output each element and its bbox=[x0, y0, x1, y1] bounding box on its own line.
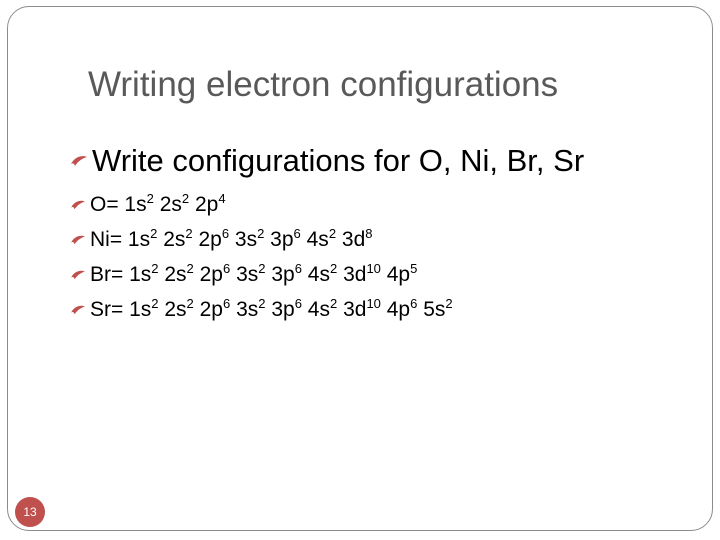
leaf-bullet-icon bbox=[70, 199, 86, 211]
page-number-badge: 13 bbox=[15, 497, 45, 527]
text-run: 3d bbox=[337, 263, 367, 286]
superscript: 10 bbox=[366, 261, 381, 276]
superscript: 2 bbox=[186, 261, 194, 276]
superscript: 2 bbox=[329, 296, 338, 311]
superscript: 6 bbox=[223, 261, 231, 276]
text-run: O= 1s bbox=[90, 193, 147, 216]
text-run: 4p bbox=[380, 298, 411, 321]
bullet-text bbox=[90, 263, 417, 286]
text-run: 2p bbox=[193, 263, 223, 286]
bullet-item bbox=[70, 296, 584, 321]
bullet-text bbox=[90, 228, 373, 251]
text-run: 2p bbox=[189, 193, 219, 216]
text-run: 3d bbox=[337, 298, 367, 321]
superscript: 10 bbox=[366, 296, 381, 311]
text-run: 2s bbox=[158, 263, 187, 286]
slide-title: Writing electron configurations bbox=[88, 65, 559, 104]
superscript: 2 bbox=[257, 226, 265, 241]
bullet-item bbox=[70, 191, 584, 216]
text-run: 4p bbox=[380, 263, 411, 286]
text-run: 2p bbox=[192, 228, 222, 251]
leaf-bullet-icon bbox=[70, 234, 86, 246]
text-run: Ni= 1s bbox=[90, 228, 151, 251]
superscript: 2 bbox=[151, 296, 159, 311]
leaf-bullet-icon bbox=[70, 269, 86, 281]
text-run: 3p bbox=[265, 263, 295, 286]
bullet-text bbox=[90, 193, 226, 216]
leaf-bullet-icon bbox=[70, 154, 88, 168]
text-run: 5s bbox=[417, 298, 446, 321]
leaf-bullet-icon bbox=[70, 304, 86, 316]
text-run: 3s bbox=[230, 298, 259, 321]
slide-frame bbox=[7, 6, 713, 531]
text-run: 3s bbox=[229, 228, 258, 251]
superscript: 2 bbox=[258, 261, 266, 276]
superscript: 2 bbox=[150, 226, 158, 241]
bullet-item bbox=[70, 261, 584, 286]
text-run: Write configurations for O, Ni, Br, Sr bbox=[92, 143, 585, 178]
text-run: 4s bbox=[300, 228, 329, 251]
superscript: 6 bbox=[294, 296, 302, 311]
superscript: 2 bbox=[151, 261, 159, 276]
superscript: 4 bbox=[218, 191, 226, 206]
text-run: 2s bbox=[158, 298, 187, 321]
superscript: 6 bbox=[221, 226, 230, 241]
superscript: 2 bbox=[258, 296, 266, 311]
superscript: 2 bbox=[329, 261, 338, 276]
superscript: 2 bbox=[445, 296, 453, 311]
superscript: 6 bbox=[223, 296, 231, 311]
superscript: 2 bbox=[185, 226, 193, 241]
superscript: 2 bbox=[186, 296, 194, 311]
text-run: 3p bbox=[265, 298, 295, 321]
superscript: 6 bbox=[294, 261, 302, 276]
superscript: 6 bbox=[410, 296, 418, 311]
text-run: 2s bbox=[157, 228, 186, 251]
superscript: 2 bbox=[328, 226, 337, 241]
bullet-list bbox=[70, 145, 584, 334]
text-run: 4s bbox=[301, 298, 330, 321]
text-run: 3s bbox=[230, 263, 259, 286]
bullet-item bbox=[70, 145, 584, 176]
superscript: 5 bbox=[410, 261, 418, 276]
text-run: 4s bbox=[301, 263, 330, 286]
text-run: 2p bbox=[193, 298, 223, 321]
bullet-text bbox=[92, 143, 584, 178]
superscript: 2 bbox=[146, 191, 154, 206]
superscript: 8 bbox=[365, 226, 373, 241]
text-run: Sr= 1s bbox=[90, 298, 152, 321]
text-run: 3p bbox=[264, 228, 294, 251]
superscript: 2 bbox=[181, 191, 190, 206]
text-run: 3d bbox=[336, 228, 366, 251]
text-run: 2s bbox=[153, 193, 182, 216]
bullet-item bbox=[70, 226, 584, 251]
superscript: 6 bbox=[293, 226, 301, 241]
bullet-text bbox=[90, 298, 453, 321]
text-run: Br= 1s bbox=[90, 263, 152, 286]
